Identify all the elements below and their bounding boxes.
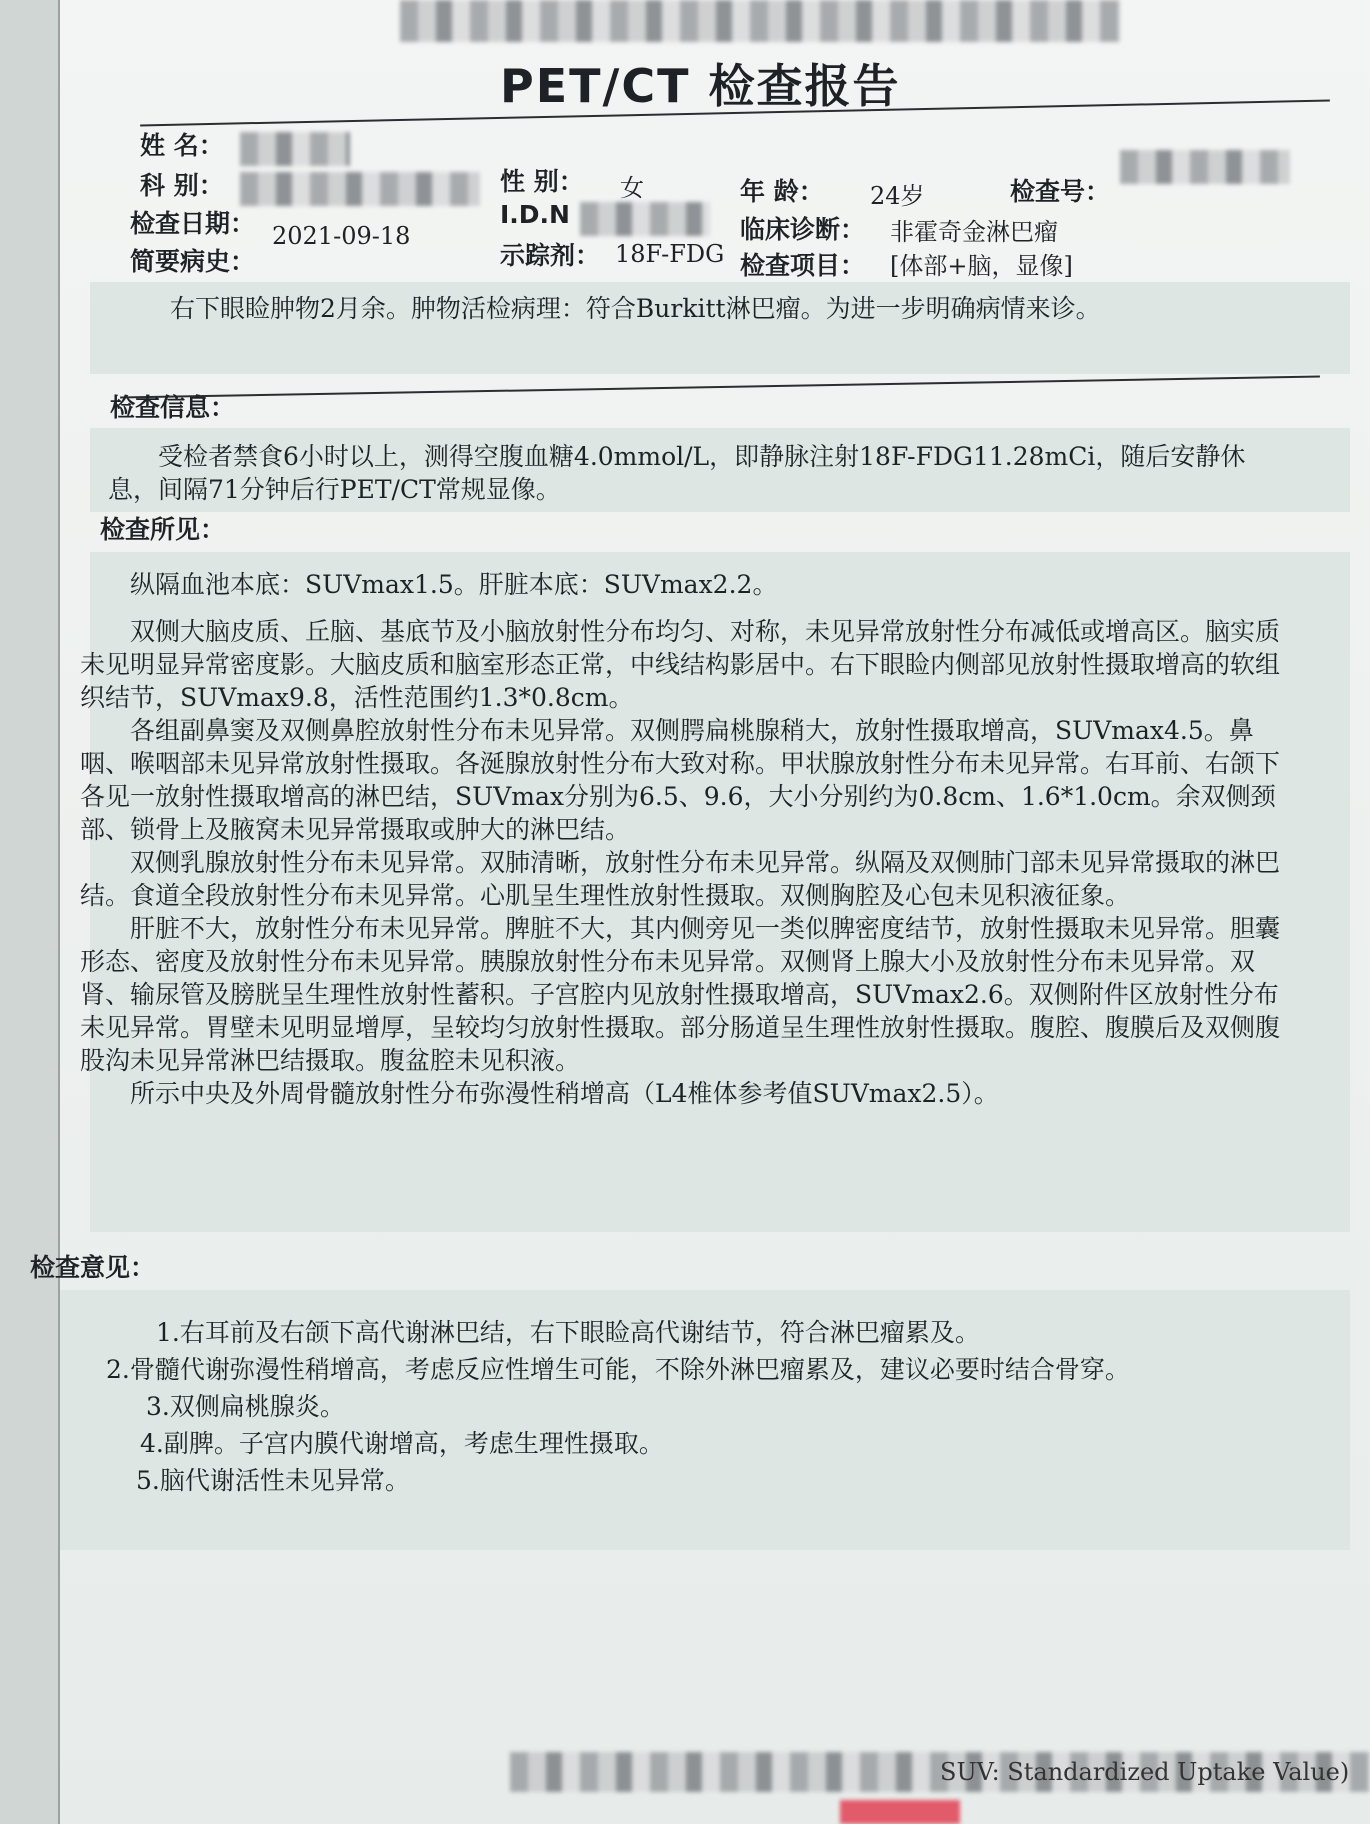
tracer-value: 18F-FDG [615,240,725,268]
name-label: 姓 名： [140,131,224,160]
item-label: 检查项目： [740,251,866,280]
findings-paragraph: 双侧乳腺放射性分布未见异常。双肺清晰，放射性分布未见异常。纵隔及双侧肺门部未见异常摄取的淋巴结。食道全段放射性分布未见异常。心肌呈生理性放射性摄取。双侧胸腔及心包未见积液征象。 [80,848,1281,910]
age-value: 24岁 [870,182,925,210]
findings-heading: 检查所见： [100,515,226,544]
report-title: PET/CT 检查报告 [500,59,901,113]
redacted-dept [240,172,480,206]
findings-paragraph: 各组副鼻窦及双侧鼻腔放射性分布未见异常。双侧腭扁桃腺稍大，放射性摄取增高，SUVmax4.5。鼻咽、喉咽部未见异常放射性摄取。各涎腺放射性分布大致对称。甲状腺放射性分布未见异常。右耳前、右颌下各见一放射性摄取增高的淋巴结，SUVmax分别为6.5、9.6，大小分别约为0.8cm、1.6*1.0cm。余双侧颈部、锁骨上及腋窝未见异常摄取或肿大的淋巴结。 [80,716,1281,844]
item-value: [体部+脑，显像] [890,252,1073,280]
history-rule [120,376,1320,399]
conclusion-item: 3.双侧扁桃腺炎。 [146,1392,345,1421]
age-label: 年 龄： [740,177,824,206]
sex-label: 性 别： [500,167,584,196]
redacted-name [240,132,350,166]
exam-info-text [108,440,1288,506]
report-page [30,0,1370,1824]
tracer-label: 示踪剂： [500,241,601,270]
exam-date-value: 2021-09-18 [272,222,411,250]
exam-no-label: 检查号： [1010,177,1111,206]
findings-text [80,568,1300,1110]
conclusion-item: 2.骨髓代谢弥漫性稍增高，考虑反应性增生可能，不除外淋巴瘤累及，建议必要时结合骨穿。 [106,1355,1130,1384]
id-label: I.D.N [500,200,570,229]
history-paragraph: 右下眼睑肿物2月余。肿物活检病理：符合Burkitt淋巴瘤。为进一步明确病情来诊。 [170,294,1101,323]
conclusion-item: 4.副脾。子宫内膜代谢增高，考虑生理性摄取。 [140,1429,664,1458]
redacted-exam-no [1120,150,1290,184]
sex-value: 女 [620,174,644,202]
diagnosis-value: 非霍奇金淋巴瘤 [890,218,1058,246]
history-text [120,292,1290,325]
conclusion-list [30,1314,1320,1499]
findings-paragraph: 肝脏不大，放射性分布未见异常。脾脏不大，其内侧旁见一类似脾密度结节，放射性摄取未见异常。胆囊形态、密度及放射性分布未见异常。胰腺放射性分布未见异常。双侧肾上腺大小及放射性分布未见异常。双肾、输尿管及膀胱呈生理性放射性蓄积。子宫腔内见放射性摄取增高，SUVmax2.6。双侧附件区放射性分布未见异常。胃壁未见明显增厚，呈较均匀放射性摄取。部分肠道呈生理性放射性摄取。腹腔、腹膜后及双侧腹股沟未见异常淋巴结摄取。腹盆腔未见积液。 [80,914,1281,1075]
exam-info-heading: 检查信息： [110,393,236,422]
sticker-edge [840,1800,960,1824]
redacted-id [580,202,710,236]
history-label: 简要病史： [130,247,256,276]
findings-paragraph: 双侧大脑皮质、丘脑、基底节及小脑放射性分布均匀、对称，未见异常放射性分布减低或增高区。脑实质未见明显异常密度影。大脑皮质和脑室形态正常，中线结构影居中。右下眼睑内侧部见放射性摄取增高的软组织结节，SUVmax9.8，活性范围约1.3*0.8cm。 [80,617,1281,712]
diagnosis-label: 临床诊断： [740,215,866,244]
exam-date-label: 检查日期： [130,209,256,238]
exam-info-paragraph: 受检者禁食6小时以上，测得空腹血糖4.0mmol/L，即静脉注射18F-FDG11.28mCi，随后安静休息，间隔71分钟后行PET/CT常规显像。 [108,442,1246,504]
conclusion-item: 1.右耳前及右颌下高代谢淋巴结，右下眼睑高代谢结节，符合淋巴瘤累及。 [156,1318,980,1347]
footer-note: SUV: Standardized Uptake Value) [940,1758,1350,1786]
redacted-header [400,0,1120,42]
conclusion-item: 5.脑代谢活性未见异常。 [136,1466,410,1495]
findings-paragraph: 纵隔血池本底：SUVmax1.5。肝脏本底：SUVmax2.2。 [130,570,778,599]
conclusion-heading: 检查意见： [30,1253,156,1282]
findings-paragraph: 所示中央及外周骨髓放射性分布弥漫性稍增高（L4椎体参考值SUVmax2.5）。 [130,1079,999,1108]
dept-label: 科 别： [140,171,224,200]
